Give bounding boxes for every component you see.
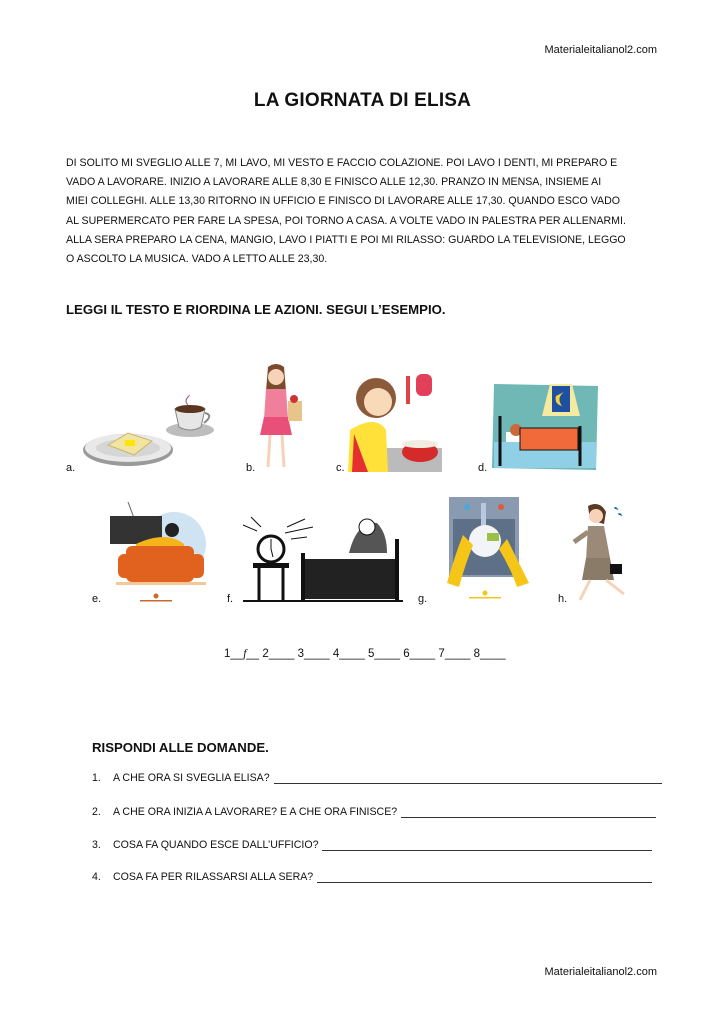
question-text: A CHE ORA INIZIA A LAVORARE? E A CHE ORA FINISCE? [113,806,398,818]
sleeping-in-bed-icon [490,380,602,472]
order-blank[interactable]: ____ [480,648,506,660]
question-text: A CHE ORA SI SVEGLIA ELISA? [113,772,270,784]
picture-label-c: c. [336,462,345,474]
order-number: 1 [224,648,231,660]
question-3 [92,839,662,851]
order-blank[interactable]: ____ [268,648,295,660]
order-blank[interactable]: ____ [409,648,436,660]
picture-label-d: d. [478,462,488,474]
answer-blank[interactable] [317,871,652,883]
picture-label-f: f. [227,593,234,605]
order-blank[interactable]: ____ [304,648,330,660]
story-line: MIEI COLLEGHI. ALLE 13,30 RITORNO IN UFFICIO E FINISCO DI LAVORARE ALLE 17,30. QUANDO ESCO VADO [66,195,620,208]
woman-running-to-work-icon [570,502,634,604]
order-number: 3 [297,648,305,660]
question-text: COSA FA PER RILASSARSI ALLA SERA? [113,871,314,883]
story-line: ALLA SERA PREPARO LA CENA, MANGIO, LAVO I PIATTI E POI MI RILASSO: GUARDO LA TELEVISIONE, LEGGO [66,233,626,246]
question-4 [92,871,662,883]
watching-tv-icon [106,500,206,605]
picture-label-a: a. [66,462,76,474]
question-text: COSA FA QUANDO ESCE DALL’UFFICIO? [113,839,319,851]
order-number: 5 [368,648,375,660]
order-number: 4 [332,648,340,660]
order-number: 2 [262,648,269,660]
answer-blank[interactable] [274,772,662,784]
story-line: AL SUPERMERCATO PER FARE LA SPESA, POI TORNO A CASA. A VOLTE VADO IN PALESTRA PER ALLENARMI. [66,214,626,227]
story-line: VADO A LAVORARE. INIZIO A LAVORARE ALLE 8,30 E FINISCO ALLE 12,30. PRANZO IN MENSA, INSIEME AI [66,176,602,189]
picture-label-b: b. [246,462,256,474]
picture-label-e: e. [92,593,102,605]
example-answer: f [243,648,247,660]
question-1 [92,772,662,784]
order-blank[interactable]: ____ [444,648,471,660]
order-blank[interactable]: ____ [339,648,365,660]
question-2 [92,806,662,818]
breakfast-icon [80,395,220,475]
cooking-girl-icon [346,370,446,474]
alarm-clock-wakeup-icon [237,513,405,605]
page-title: LA GIORNATA DI ELISA [253,90,472,111]
order-answer-line [224,648,506,660]
question-number: 4. [92,871,101,883]
picture-label-g: g. [418,593,428,605]
header-site-url: Materialeitalianol2.com [544,44,657,56]
question-number: 1. [92,772,101,784]
order-number: 7 [438,648,445,660]
order-blank[interactable]: ____ [374,648,401,660]
picture-label-h: h. [558,593,568,605]
order-blank: __ [230,648,244,660]
washing-dishes-icon [445,495,535,605]
answer-blank[interactable] [322,839,652,851]
shopping-woman-icon [256,363,306,471]
story-text [66,154,666,269]
order-number: 6 [403,648,410,660]
footer-site-url: Materialeitalianol2.com [544,966,657,978]
story-line: DI SOLITO MI SVEGLIO ALLE 7, MI LAVO, MI VESTO E FACCIO COLAZIONE. POI LAVO I DENTI, MI PREPARO E [66,157,618,169]
exercise1-heading: LEGGI IL TESTO E RIORDINA LE AZIONI. SEGUI L’ESEMPIO. [66,302,446,317]
exercise2-heading: RISPONDI ALLE DOMANDE. [92,740,269,755]
story-line: O ASCOLTO LA MUSICA. VADO A LETTO ALLE 23,30. [66,253,328,266]
question-number: 3. [92,839,101,851]
order-number: 8 [473,648,481,660]
order-blank: __ [246,648,260,660]
answer-blank[interactable] [401,806,656,818]
question-number: 2. [92,806,101,818]
